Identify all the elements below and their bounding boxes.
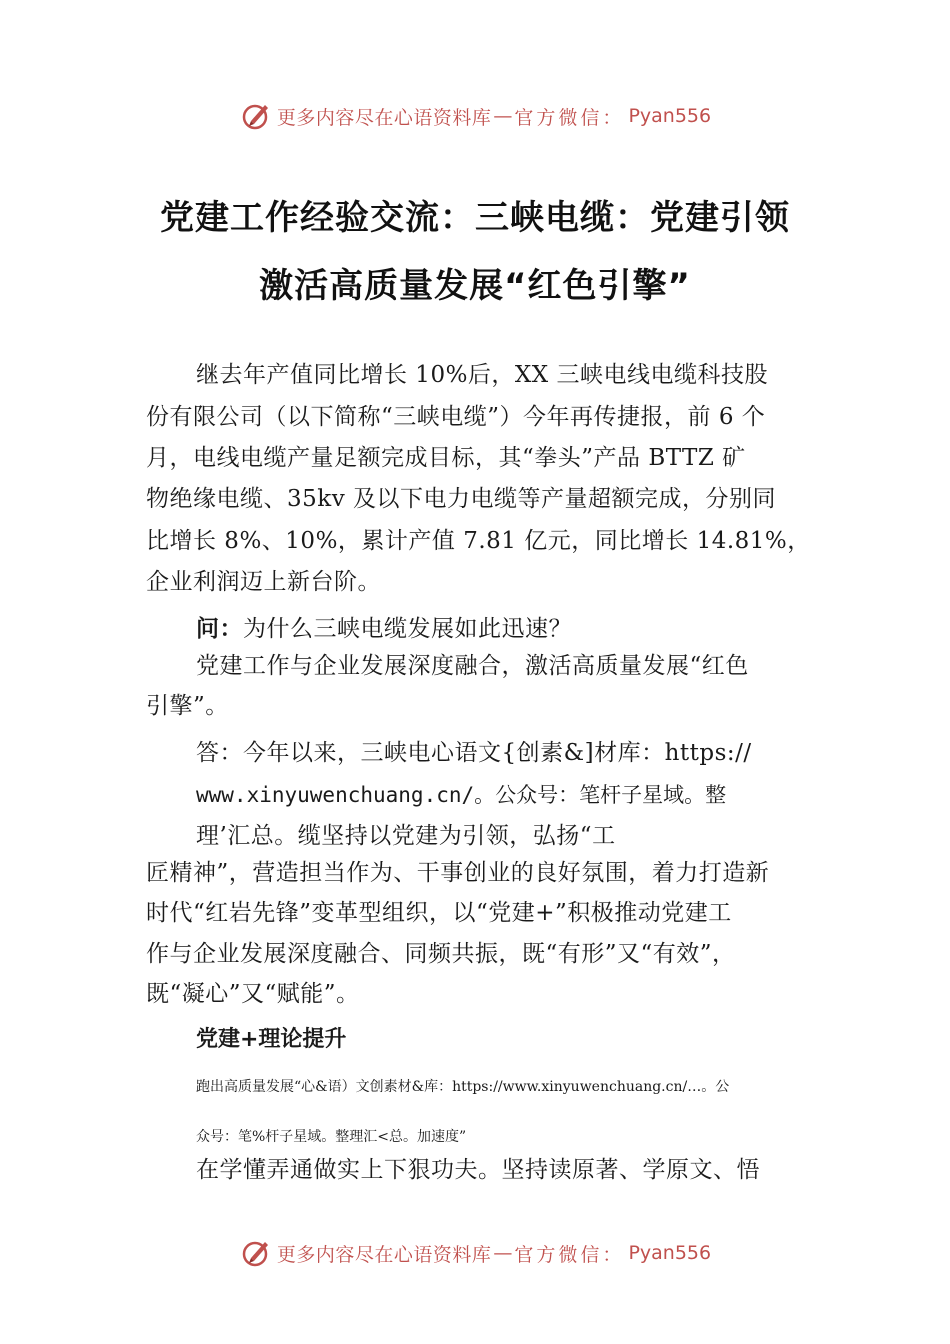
paragraph1-line: 物绝缘电缆、35kv 及以下电力电缆等产量超额完成，分别同 — [146, 486, 777, 512]
question-line — [196, 614, 572, 644]
paragraph1-line: 企业利润迈上新台阶。 — [146, 569, 381, 595]
banner-brand: 官方微信： — [514, 106, 625, 129]
banner-brand: 官方微信： — [514, 1243, 625, 1266]
paragraph3-line: 时代“红岩先锋”变革型组织，以“党建+”积极推动党建工 — [146, 900, 732, 926]
banner-wechat-id: Pyan556 — [628, 1242, 712, 1264]
footer-watermark-banner — [0, 1233, 950, 1273]
paragraph3-line: 作与企业发展深度融合、同频共振，既“有形”又“有效”， — [146, 941, 736, 967]
small-text-line: 跑出高质量发展“心&语）文创素材&库：https://www.xinyuwenchuang.cn/…。公 — [196, 1079, 730, 1095]
paragraph4-line: 在学懂弄通做实上下狠功夫。坚持读原著、学原文、悟 — [196, 1157, 760, 1183]
paragraph2-line: 引擎”。 — [146, 693, 229, 719]
question-text: 为什么三峡电缆发展如此迅速？ — [243, 616, 572, 642]
paragraph3-line: 匠精神”，营造担当作为、干事创业的良好氛围，着力打造新 — [146, 860, 770, 886]
answer-line: www.xinyuwenchuang.cn/。公众号：笔杆子星域。整 — [196, 783, 727, 807]
pen-logo-icon — [239, 1236, 273, 1270]
banner-wechat-id: Pyan556 — [628, 105, 712, 127]
paragraph1-line: 月，电线电缆产量足额完成目标，其“拳头”产品 BTTZ 矿 — [146, 445, 746, 471]
banner-text: 更多内容尽在心语资料库 — [276, 106, 492, 129]
document-title-line1: 党建工作经验交流：三峡电缆：党建引领 — [160, 198, 790, 238]
small-text-line: 众号：笔%杆子星域。整理汇<总。加速度” — [196, 1129, 467, 1145]
paragraph1-line: 份有限公司（以下简称“三峡电缆”）今年再传捷报，前 6 个 — [146, 404, 766, 430]
banner-dash: — — [493, 1242, 513, 1264]
pen-logo-icon — [239, 99, 273, 133]
answer-line: 答：今年以来，三峡电心语文{创素&]材库：https:// — [196, 740, 752, 766]
section-heading: 党建+理论提升 — [196, 1027, 347, 1052]
banner-dash: — — [493, 105, 513, 127]
paragraph2-line: 党建工作与企业发展深度融合，激活高质量发展“红色 — [196, 653, 749, 679]
paragraph3-line: 既“凝心”又“赋能”。 — [146, 981, 360, 1007]
answer-line: 理’汇总。缆坚持以党建为引领，弘扬“工 — [196, 823, 616, 849]
banner-text: 更多内容尽在心语资料库 — [276, 1243, 492, 1266]
paragraph1-line: 继去年产值同比增长 10%后，XX 三峡电线电缆科技股 — [196, 362, 768, 388]
document-title-line2: 激活高质量发展“红色引擎” — [259, 266, 691, 306]
paragraph1-line: 比增长 8%、10%，累计产值 7.81 亿元，同比增长 14.81%， — [146, 528, 811, 554]
question-label: 问： — [196, 616, 243, 642]
header-watermark-banner — [0, 96, 950, 136]
